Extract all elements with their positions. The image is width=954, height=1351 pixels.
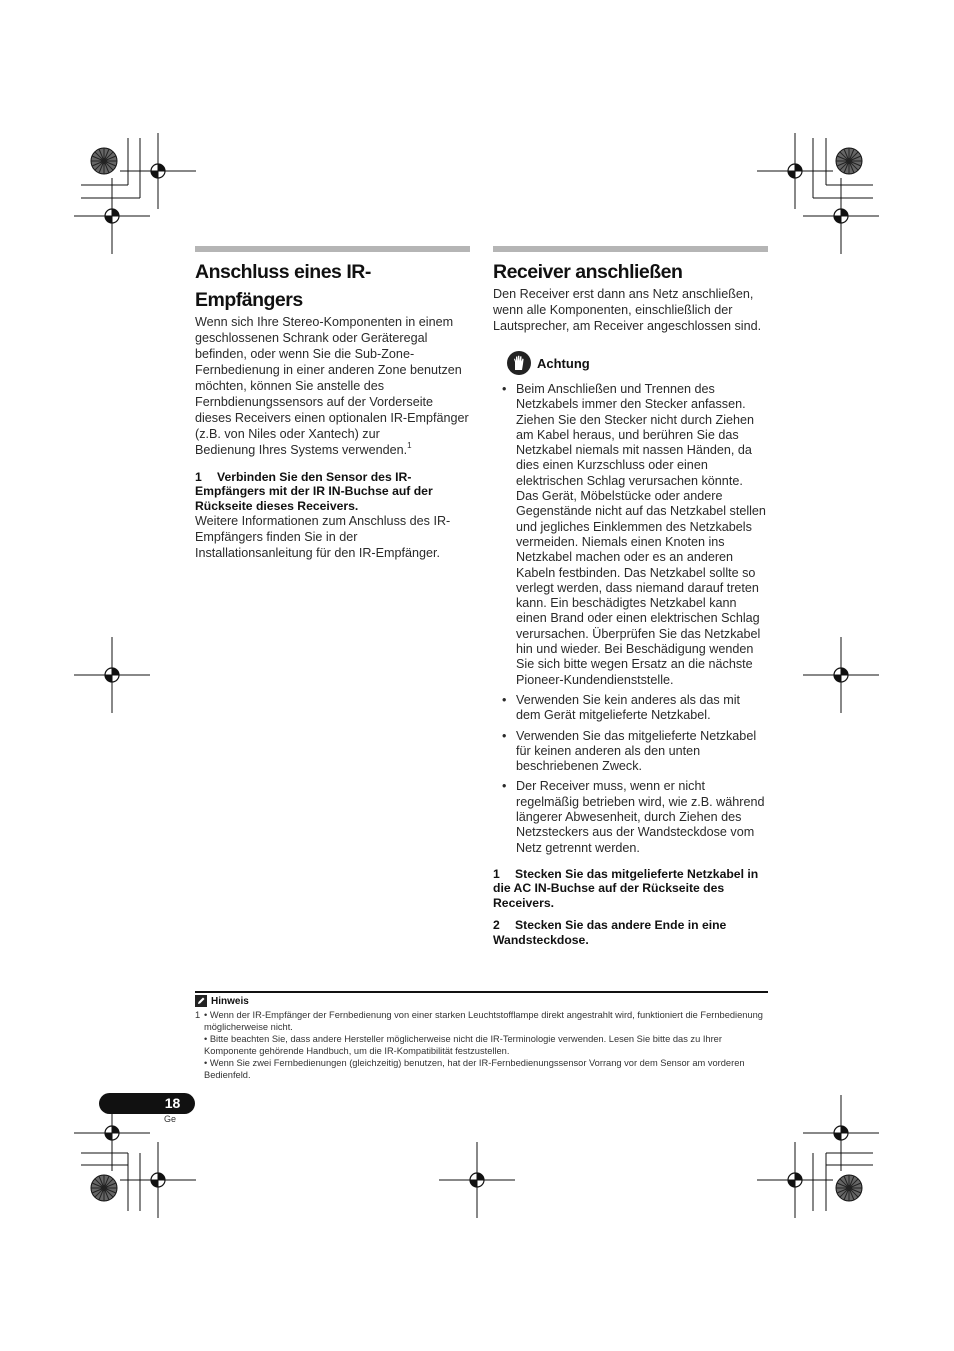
- caution-list: [493, 382, 768, 856]
- section-title: Receiver anschließen: [493, 261, 683, 283]
- crop-mark-top-right: [757, 133, 879, 254]
- caution-header: [493, 351, 768, 375]
- note-item: • Bitte beachten Sie, dass andere Hersteller möglicherweise nicht die IR-Terminologie verwenden. Lesen Sie bitte das zu Ihrer Komponente gehörende Handbuch, um die IR-Kompatibilität festzustellen.: [204, 1034, 722, 1056]
- bullet-glyph: •: [502, 382, 507, 396]
- bullet-glyph: •: [502, 779, 507, 794]
- note-rule: [195, 991, 768, 993]
- registration-mark-bottom: [439, 1142, 515, 1218]
- step-number: 1: [493, 866, 500, 881]
- crop-mark-bottom-right: [757, 1095, 879, 1218]
- footnote-ref: 1: [407, 441, 412, 450]
- step-number: 1: [195, 470, 202, 484]
- section-ir-receiver: [195, 246, 470, 561]
- step-1-detail: Weitere Informationen zum Anschluss des IR-Empfängers finden Sie in der Installationsanleitung für den IR-Empfänger.: [195, 514, 451, 561]
- caution-label: Achtung: [537, 355, 590, 371]
- note-title: Hinweis: [211, 995, 249, 1007]
- language-code: Ge: [163, 1114, 176, 1124]
- section-bar: [493, 246, 768, 252]
- note-header: [195, 995, 768, 1007]
- footnote-number: 1: [195, 1010, 201, 1020]
- list-item: • Verwenden Sie das mitgelieferte Netzkabel für keinen anderen als den unten beschriebenen Zweck.: [502, 728, 757, 774]
- registration-mark-right: [803, 637, 879, 713]
- section-title: Anschluss eines IR-Empfängers: [195, 261, 371, 311]
- bullet-glyph: •: [502, 692, 507, 707]
- step-1: 1 Verbinden Sie den Sensor des IR-Empfängers mit der IR IN-Buchse auf der Rückseite dieses Receivers.: [195, 470, 433, 513]
- list-item: • Beim Anschließen und Trennen des Netzkabels immer den Stecker anfassen. Ziehen Sie den Stecker nicht durch Ziehen am Kabel heraus, und berühren Sie das Netzkabel niemals mit nassen Händen, da dies einen Kurzschluss oder einen elektrischen Schlag verursachen könnte. Das Gerät, Möbelstücke oder andere Gegenstände nicht auf das Netzkabel stellen und jegliches Einklemmen des Netzkabels vermeiden. Niemals einen Knoten ins Netzkabel machen oder es an anderen Kabeln festbinden. Das Netzkabel sollte so verlegt werden, dass niemand darauf treten kann. Ein beschädigtes Netzkabel kann einen Brand oder einen elektrischen Schlag verursachen. Überprüfen Sie das Netzkabel hin und wieder. Bei Beschädigung wenden Sie sich bitte wegen Ersatz an die nächste Pioneer-Kundendienststelle.: [502, 382, 766, 687]
- step-2: 2 Stecken Sie das andere Ende in eine Wandsteckdose.: [493, 918, 727, 947]
- section-bar: [195, 246, 470, 252]
- note-item: 1 • Wenn der IR-Empfänger der Fernbedienung von einer starken Leuchtstofflampe direkt angestrahlt wird, funktioniert die Fernbedienung möglicherweise nicht.: [195, 1010, 763, 1032]
- hand-stop-icon: [507, 351, 531, 375]
- note-list: [195, 1009, 768, 1081]
- page-number: 18: [164, 1095, 181, 1111]
- intro-text: Wenn sich Ihre Stereo-Komponenten in einem geschlossenen Schrank oder Geräteregal befinden, oder wenn Sie die Sub-Zone-Fernbedienung in einer anderen Zone benutzen möchten, können Sie anstelle des Fernbdienungssensors auf der Vorderseite dieses Receivers einen optionalen IR-Empfänger (z.B. von Niles oder Xantech) zur Bedienung Ihres Systems verwenden.$^1$: [195, 315, 469, 457]
- list-item: • Der Receiver muss, wenn er nicht regelmäßig betrieben wird, wie z.B. während längerer Abwesenheit, durch Ziehen des Netzsteckers aus der Wandsteckdose vom Netz getrennt werden.: [502, 779, 765, 855]
- intro-last-line: Bedienung Ihres Systems verwenden.: [195, 443, 408, 457]
- step-1: 1 Stecken Sie das mitgelieferte Netzkabel in die AC IN-Buchse auf der Rückseite des Receivers.: [493, 866, 759, 910]
- bullet-glyph: •: [502, 728, 507, 743]
- crop-mark-top-left: [74, 133, 196, 254]
- note-item: • Wenn Sie zwei Fernbedienungen (gleichzeitig) benutzen, hat der IR-Fernbedienungssensor Vorrang vor dem Sensor am vorderen Bedienfeld.: [204, 1058, 745, 1080]
- note-section: [195, 991, 768, 1081]
- registration-mark-left: [74, 637, 150, 713]
- intro-text: Den Receiver erst dann ans Netz anschließen, wenn alle Komponenten, einschließlich der Lautsprecher, am Receiver angeschlossen sind.: [493, 287, 762, 333]
- pencil-note-icon: [195, 995, 207, 1007]
- list-item: • Verwenden Sie kein anderes als das mit dem Gerät mitgelieferte Netzkabel.: [502, 692, 741, 723]
- section-connect-receiver: [493, 246, 768, 947]
- step-number: 2: [493, 918, 500, 933]
